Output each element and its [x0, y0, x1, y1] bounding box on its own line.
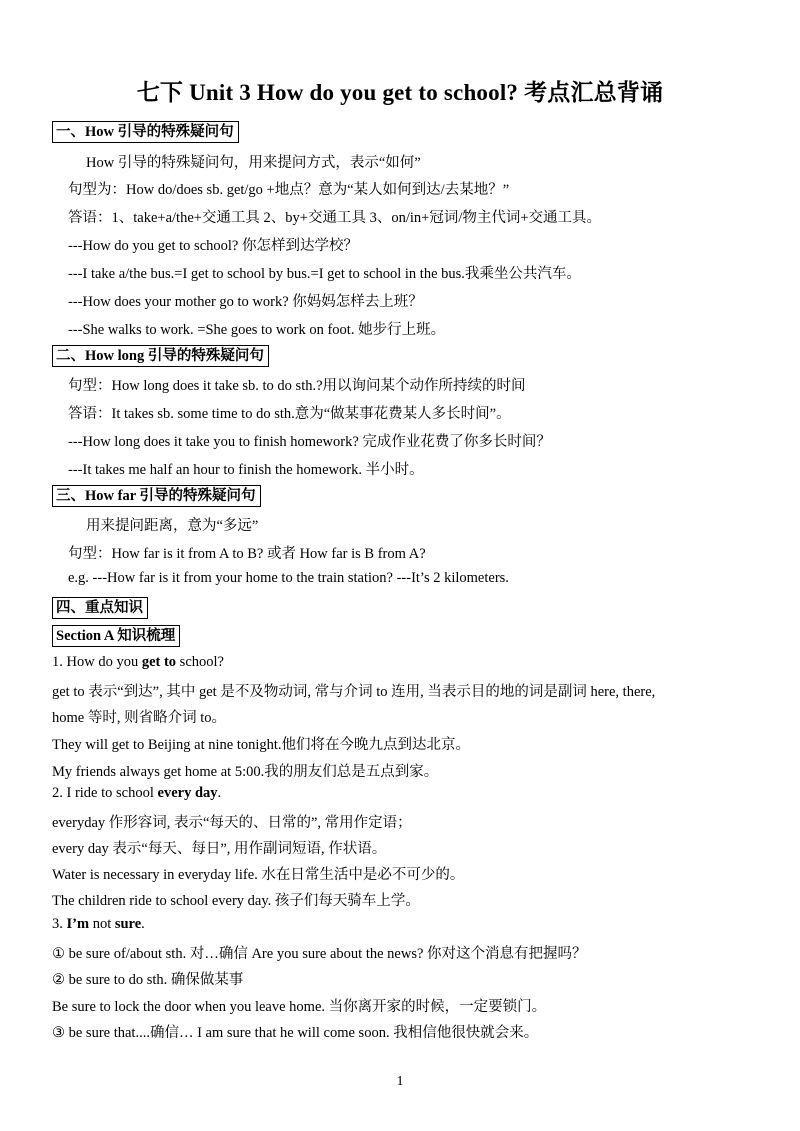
text-line: everyday 作形容词, 表示“每天的、日常的”, 常用作定语；: [52, 815, 412, 831]
point-text: 3.: [52, 916, 67, 932]
point-bold: sure: [114, 916, 142, 932]
text-line: 句型：How far is it from A to B? 或者 How far is B from A?: [68, 546, 426, 562]
text-line: The children ride to school every day. 孩子们每天骑车上学。: [52, 893, 420, 909]
point-bold: get to: [141, 654, 177, 670]
point-text: .: [141, 916, 145, 932]
point-text: .: [217, 785, 222, 801]
text-line: ② be sure to do sth. 确保做某事: [52, 972, 244, 988]
point-text: 1. How do you: [52, 654, 142, 670]
text-line: They will get to Beijing at nine tonight.他们将在今晚九点到达北京。: [52, 737, 471, 753]
text-line: 句型为：How do/does sb. get/go +地点？意为“某人如何到达/去某地？”: [68, 182, 510, 198]
point-bold: every day: [157, 785, 218, 801]
text-line: ---How long does it take you to finish homework? 完成作业花费了你多长时间？: [68, 434, 551, 450]
text-line: e.g. ---How far is it from your home to the train station? ---It’s 2 kilometers.: [68, 570, 509, 586]
point-text: school?: [176, 654, 224, 670]
section-box: 一、How 引导的特殊疑问句: [52, 121, 239, 143]
section-box: 四、重点知识: [52, 597, 148, 619]
text-line: Water is necessary in everyday life. 水在日常生活中是必不可少的。: [52, 867, 465, 883]
text-line: 句型：How long does it take sb. to do sth.?用以询问某个动作所持续的时间: [68, 378, 526, 394]
point-3-title: [52, 916, 145, 933]
page-number: 1: [396, 1074, 404, 1089]
text-line: ---How do you get to school? 你怎样到达学校？: [68, 238, 358, 254]
text-line: How 引导的特殊疑问句，用来提问方式，表示“如何”: [86, 155, 421, 171]
text-line: ---How does your mother go to work? 你妈妈怎样去上班？: [68, 294, 423, 310]
text-line: ③ be sure that....确信… I am sure that he will come soon. 我相信他很快就会来。: [52, 1025, 539, 1041]
section-heading-how-far: [52, 485, 261, 507]
point-text: not: [89, 916, 115, 932]
point-2-title: [52, 785, 221, 802]
text-line: 用来提问距离，意为“多远”: [86, 518, 259, 534]
section-box: 三、How far 引导的特殊疑问句: [52, 485, 261, 507]
text-line: 答语：1、take+a/the+交通工具 2、by+交通工具 3、on/in+冠词/物主代词+交通工具。: [68, 210, 602, 226]
text-line: home 等时, 则省略介词 to。: [52, 710, 226, 726]
section-heading-how-long: [52, 345, 269, 367]
text-line: 答语：It takes sb. some time to do sth.意为“做某事花费某人多长时间”。: [68, 406, 511, 422]
subsection-heading: [52, 625, 180, 647]
section-box: 二、How long 引导的特殊疑问句: [52, 345, 269, 367]
text-line: ---It takes me half an hour to finish the homework. 半小时。: [68, 462, 424, 478]
text-line: ---I take a/the bus.=I get to school by bus.=I get to school in the bus.我乘坐公共汽车。: [68, 266, 581, 282]
subsection-box: Section A 知识梳理: [52, 625, 180, 647]
point-bold: I’m: [66, 916, 90, 932]
text-line: ① be sure of/about sth. 对…确信 Are you sure about the news? 你对这个消息有把握吗？: [52, 946, 587, 962]
point-text: 2. I ride to school: [52, 785, 158, 801]
text-line: get to 表示“到达”, 其中 get 是不及物动词, 常与介词 to 连用, 当表示目的地的词是副词 here, there,: [52, 684, 656, 700]
point-1-title: [52, 654, 224, 671]
page-title: 七下 Unit 3 How do you get to school? 考点汇总背诵: [136, 80, 664, 105]
text-line: every day 表示“每天、每日”, 用作副词短语, 作状语。: [52, 841, 387, 857]
text-line: My friends always get home at 5:00.我的朋友们总是五点到家。: [52, 764, 439, 780]
text-line: ---She walks to work. =She goes to work on foot. 她步行上班。: [68, 322, 446, 338]
text-line: Be sure to lock the door when you leave home. 当你离开家的时候，一定要锁门。: [52, 999, 547, 1015]
section-heading-how: [52, 121, 239, 143]
section-heading-key-points: [52, 597, 148, 619]
